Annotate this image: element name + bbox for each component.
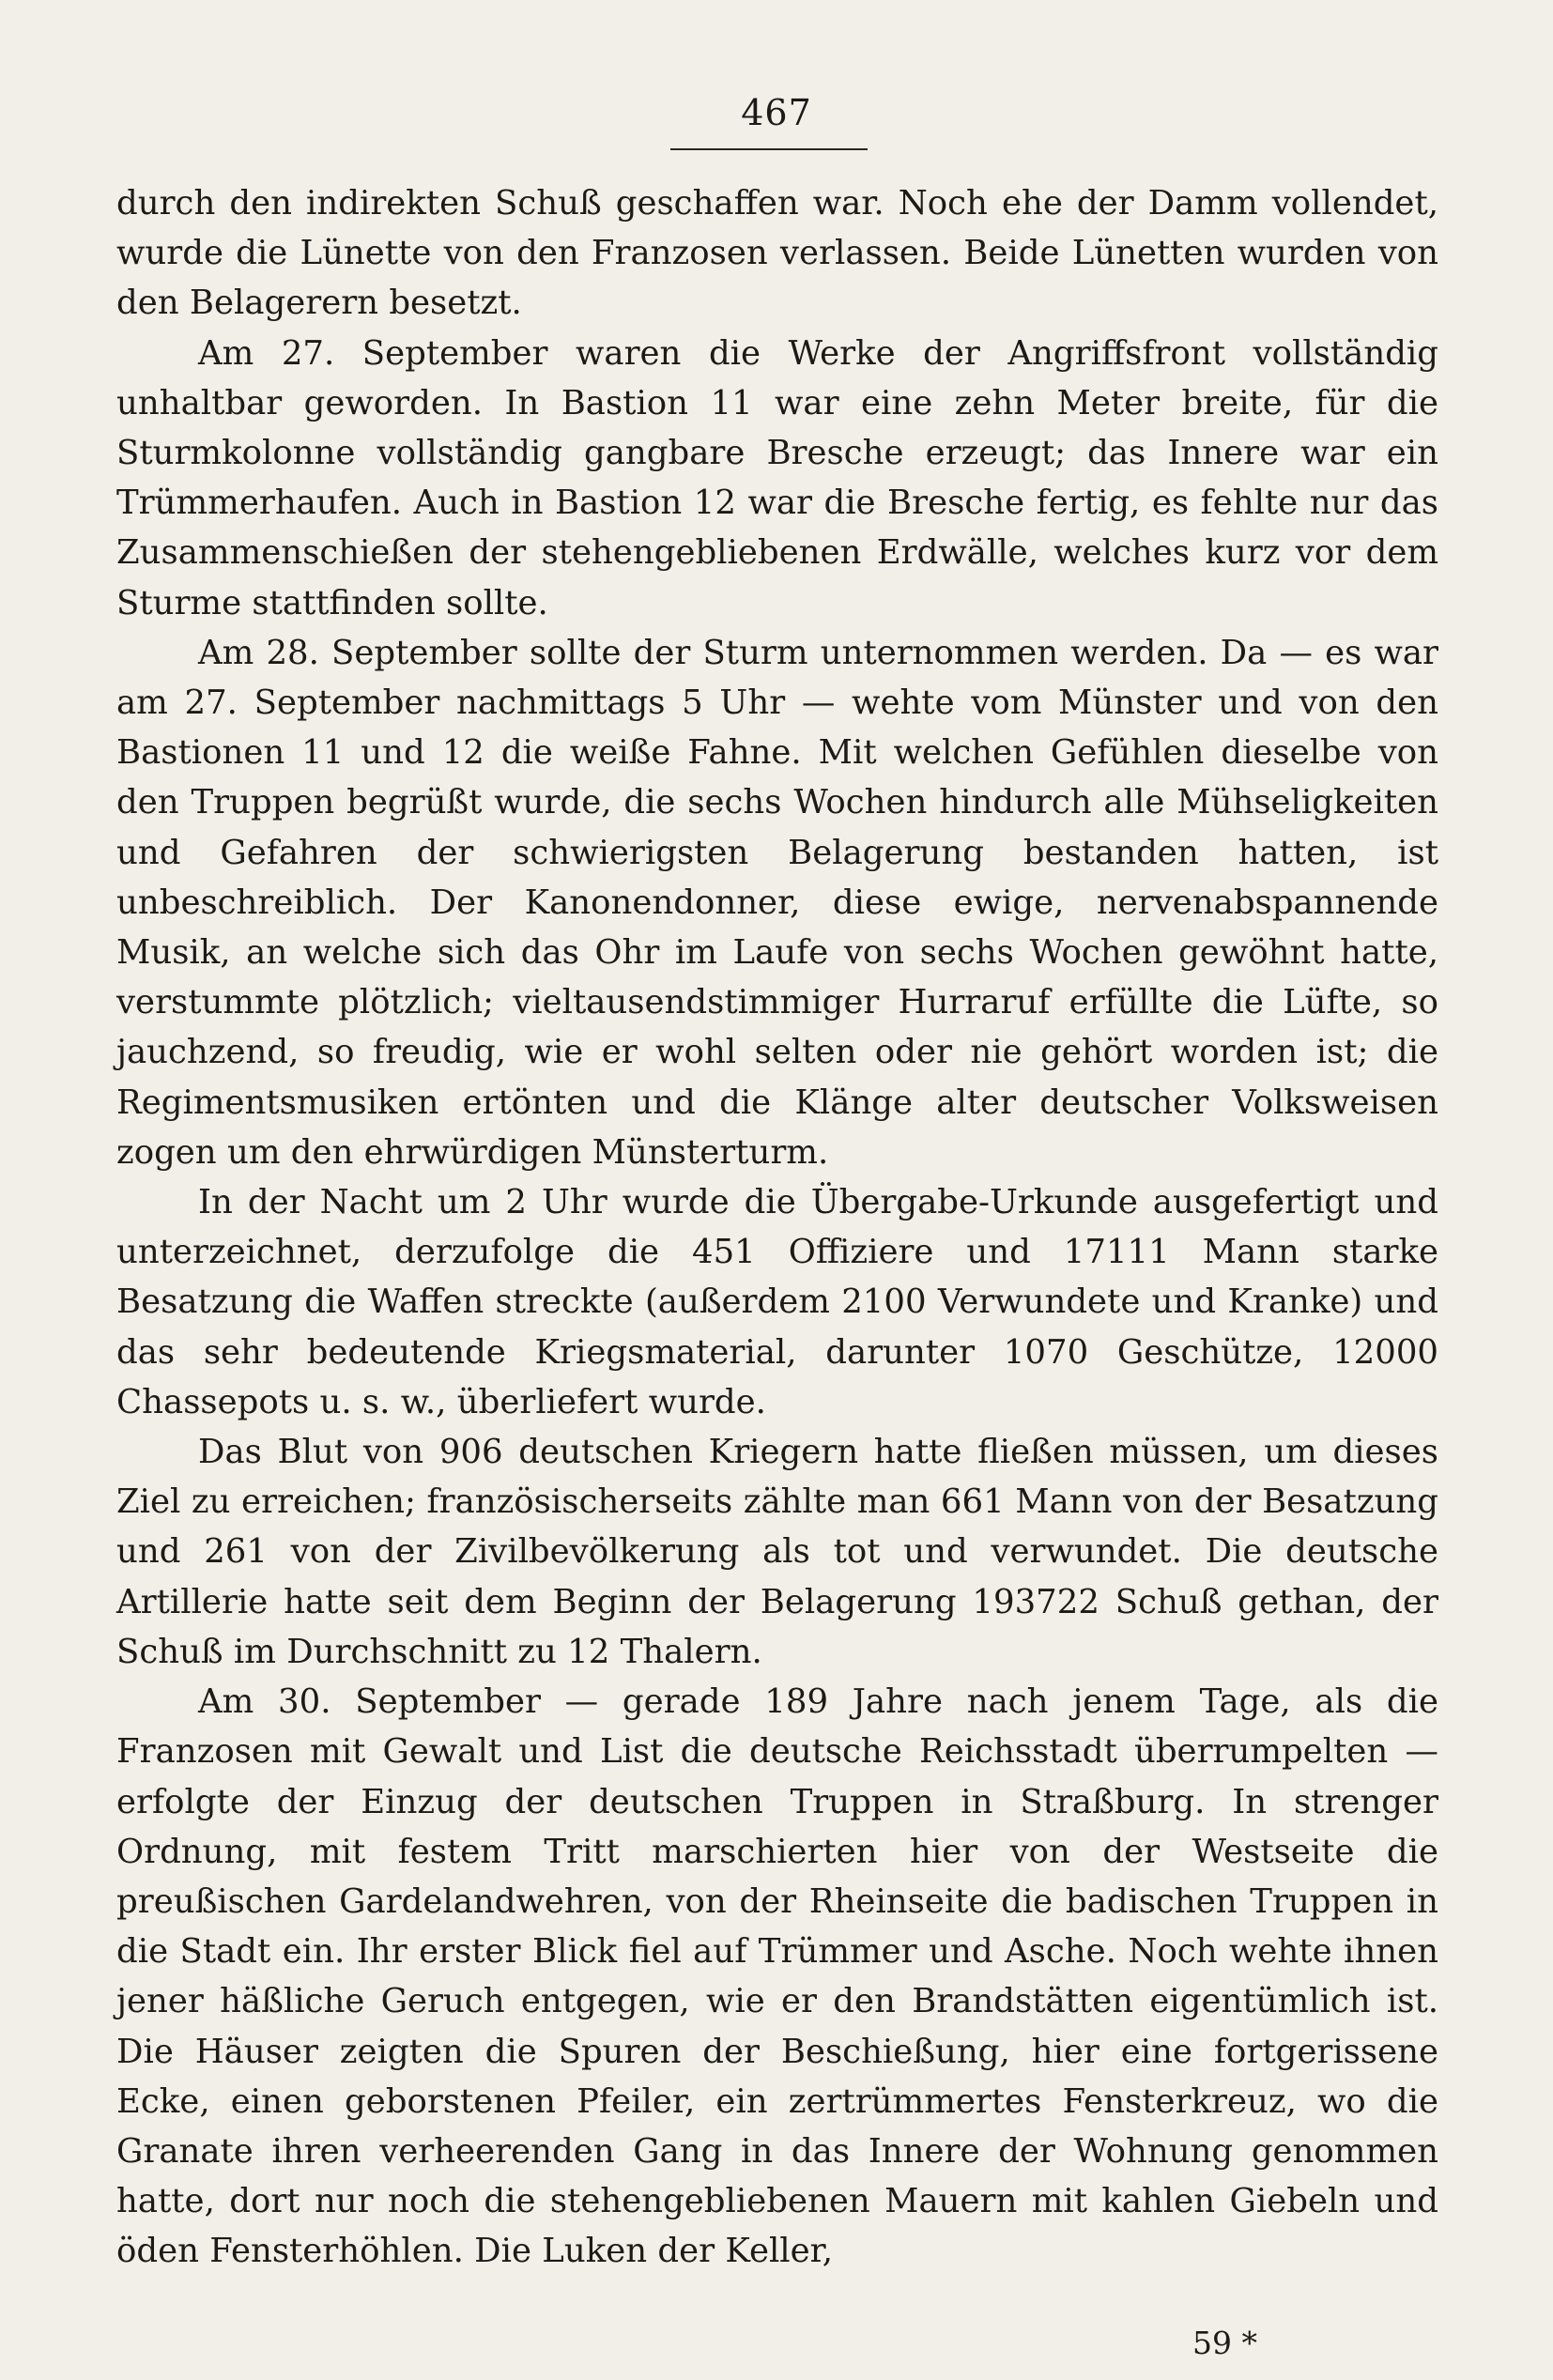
paragraph-3: Am 28. September sollte der Sturm unternommen werden. Da — es war am 27. September nachmittags 5 Uhr — wehte vom Münster und von den Bastionen 11 und 12 die weiße Fahne. Mit welchen Gefühlen dieselbe von den Truppen begrüßt wurde, die sechs Wochen hindurch alle Mühseligkeiten und Gefahren der schwierigsten Belagerung bestanden hatten, ist unbeschreiblich. Der Kanonendonner, diese ewige, nervenabspannende Musik, an welche sich das Ohr im Laufe von sechs Wochen gewöhnt hatte, verstummte plötzlich; vieltausendstimmiger Hurraruf erfüllte die Lüfte, so jauchzend, so freudig, wie er wohl selten oder nie gehört worden ist; die Regimentsmusiken ertönten und die Klänge alter deutscher Volksweisen zogen um den ehrwürdigen Münsterturm. xyxy=(116,633,1438,1172)
paragraph-4: In der Nacht um 2 Uhr wurde die Übergabe-Urkunde ausgefertigt und unterzeichnet, derzufolge die 451 Offiziere und 17111 Mann starke Besatzung die Waffen streckte (außerdem 2100 Verwundete und Kranke) und das sehr bedeutende Kriegsmaterial, darunter 1070 Geschütze, 12000 Chassepots u. s. w., überliefert wurde. xyxy=(116,1183,1438,1421)
header-divider xyxy=(670,148,868,150)
paragraph-5: Das Blut von 906 deutschen Kriegern hatte fließen müssen, um dieses Ziel zu erreichen; französischerseits zählte man 661 Mann von der Besatzung und 261 von der Zivilbevölkerung als tot und verwundet. Die deutsche Artillerie hatte seit dem Beginn der Belagerung 193722 Schuß gethan, der Schuß im Durchschnitt zu 12 Thalern. xyxy=(116,1433,1438,1671)
signature-mark: 59 * xyxy=(1192,2325,1257,2361)
paragraph-1: durch den indirekten Schuß geschaffen war. Noch ehe der Damm vollendet, wurde die Lünette von den Franzosen verlassen. Beide Lünetten wurden von den Belagerern besetzt. xyxy=(116,184,1438,323)
page-number: 467 xyxy=(741,92,812,133)
paragraph-6: Am 30. September — gerade 189 Jahre nach jenem Tage, als die Franzosen mit Gewalt und List die deutsche Reichsstadt überrumpelten — erfolgte der Einzug der deutschen Truppen in Straßburg. In strenger Ordnung, mit festem Tritt marschierten hier von der Westseite die preußischen Gardelandwehren, von der Rheinseite die badischen Truppen in die Stadt ein. Ihr erster Blick fiel auf Trümmer und Asche. Noch wehte ihnen jener häßliche Geruch entgegen, wie er den Brandstätten eigentümlich ist. Die Häuser zeigten die Spuren der Beschießung, hier eine fortgerissene Ecke, einen geborstenen Pfeiler, ein zertrümmertes Fensterkreuz, wo die Granate ihren verheerenden Gang in das Innere der Wohnung genommen hatte, dort nur noch die stehengebliebenen Mauern mit kahlen Giebeln und öden Fensterhöhlen. Die Luken der Keller, xyxy=(116,1682,1438,2271)
paragraph-2: Am 27. September waren die Werke der Angriffsfront vollständig unhaltbar geworden. In Bastion 11 war eine zehn Meter breite, für die Sturmkolonne vollständig gangbare Bresche erzeugt; das Innere war ein Trümmerhaufen. Auch in Bastion 12 war die Bresche fertig, es fehlte nur das Zusammenschießen der stehengebliebenen Erdwälle, welches kurz vor dem Sturme stattfinden sollte. xyxy=(116,333,1438,622)
body-text xyxy=(116,178,1438,2277)
